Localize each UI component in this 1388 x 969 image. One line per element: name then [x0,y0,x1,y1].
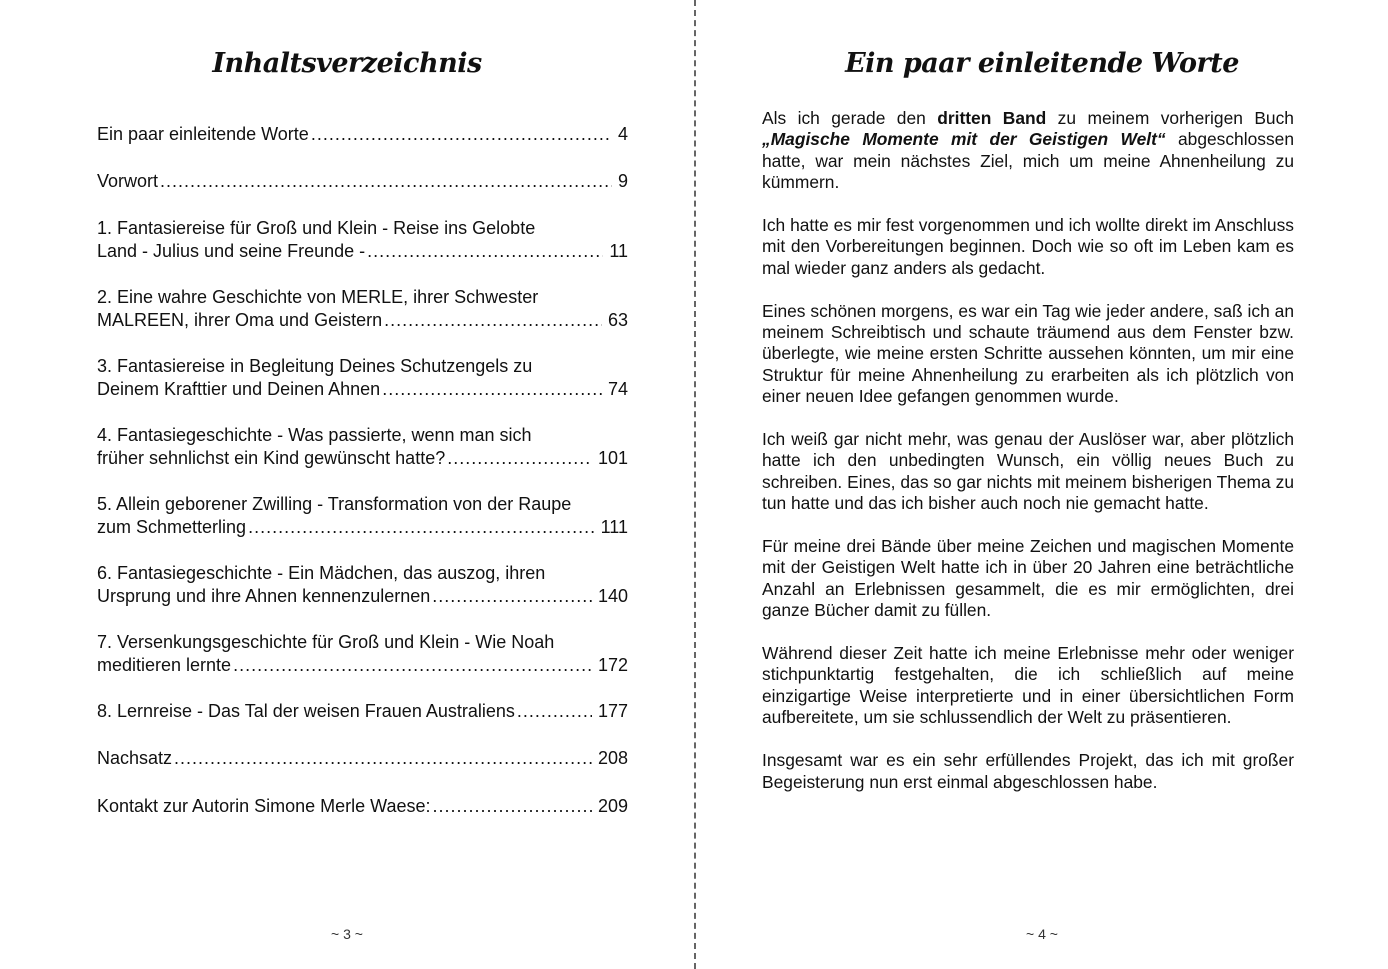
toc-entry-title: Ursprung und ihre Ahnen kennenzulernen [97,585,431,606]
toc-entry-title-line: 3. Fantasiereise in Begleitung Deines Schutzengels zu [97,356,533,376]
toc-entry-title-line: 7. Versenkungsgeschichte für Groß und Klein - Wie Noah [97,632,555,652]
toc-entry-title: 8. Lernreise - Das Tal der weisen Frauen Australiens [97,701,515,721]
toc-entry-title: Kontakt zur Autorin Simone Merle Waese: [97,796,431,816]
chapter-body [762,108,1294,814]
toc-entry-title-line: 6. Fantasiegeschichte - Ein Mädchen, das auszog, ihren [97,563,546,583]
toc-page-number: 111 [600,516,628,537]
toc-leader-dots [447,447,592,470]
toc-entry-title: Deinem Krafttier und Deinen Ahnen [97,378,381,399]
toc-page-number: 9 [617,171,628,191]
toc-entry[interactable] [97,424,628,469]
toc-entry-title-line: 1. Fantasiereise für Groß und Klein - Reise ins Gelobte [97,218,536,238]
paragraph: Während dieser Zeit hatte ich meine Erlebnisse mehr oder weniger stichpunktartig festgehalten, die ich schließlich auf meine einzigartige Weise interpretierte und in einer übersichtlichen Form aufbereitete, um sie schlussendlich der Welt zu präsentieren. [762,643,1294,728]
toc-entry-title-line: 4. Fantasiegeschichte - Was passierte, wenn man sich [97,425,532,445]
toc-entry-title: Ein paar einleitende Worte [97,124,309,144]
toc-entry-title-line: 5. Allein geborener Zwilling - Transformation von der Raupe [97,494,572,514]
toc-leader-dots [432,585,592,608]
toc-entry[interactable] [97,700,628,723]
toc-leader-dots [367,240,603,263]
toc-entry-title: meditieren lernte [97,654,232,675]
toc-entry[interactable] [97,217,628,262]
toc-entry-title: Vorwort [97,171,159,191]
toc-page-number: 11 [609,240,628,261]
bold-phrase: dritten Band [937,108,1047,128]
toc-page-number: 208 [597,748,628,768]
paragraph: Als ich gerade den dritten Band zu meinem vorherigen Buch „Magische Momente mit der Geistigen Welt“ abgeschlossen hatte, war mein nächstes Ziel, mich um meine Ahnenheilung zu kümmern. [762,108,1294,193]
toc-entry-title: MALREEN, ihrer Oma und Geistern [97,309,383,330]
toc-leader-dots [160,170,612,193]
toc-entry-title: zum Schmetterling [97,516,247,537]
toc-leader-dots [382,378,602,401]
toc-entry-title: Nachsatz [97,748,173,768]
toc-leader-dots [174,747,592,770]
page-number: ~ 3 ~ [331,926,363,942]
chapter-heading: Ein paar einleitende Worte [845,48,1239,79]
toc-heading: Inhaltsverzeichnis [212,48,482,79]
paragraph: Für meine drei Bände über meine Zeichen und magischen Momente mit der Geistigen Welt hatte ich in über 20 Jahren eine beträchtliche Anzahl an Erlebnissen gesammelt, die es mir ermöglichten, drei ganze Bücher damit zu füllen. [762,536,1294,621]
toc-leader-dots [432,795,591,818]
toc-entry[interactable] [97,170,628,193]
toc-page-number: 101 [597,447,628,468]
right-page [696,0,1388,969]
toc-entry[interactable] [97,355,628,400]
paragraph: Ich hatte es mir fest vorgenommen und ich wollte direkt im Anschluss mit den Vorbereitungen beginnen. Doch wie so oft im Leben kam es mal wieder ganz anders als gedacht. [762,215,1294,278]
toc-leader-dots [311,123,612,146]
toc-entry-title: früher sehnlichst ein Kind gewünscht hatte? [97,447,446,468]
paragraph: Ich weiß gar nicht mehr, was genau der Auslöser war, aber plötzlich hatte ich den unbedingten Wunsch, ein völlig neues Buch zu schreiben. Eines, das so gar nichts mit meinem bisherigen Thema zu tun hatte und das ich bisher auch noch nie gemacht hatte. [762,429,1294,514]
toc-entry[interactable] [97,795,628,818]
toc-entry[interactable] [97,123,628,146]
toc-leader-dots [517,700,592,723]
toc-page-number: 140 [597,585,628,606]
toc-entry[interactable] [97,631,628,676]
book-title: „Magische Momente mit der Geistigen Welt“ [762,129,1166,150]
paragraph: Eines schönen morgens, es war ein Tag wie jeder andere, saß ich an meinem Schreibtisch und schaute träumend aus dem Fenster bzw. überlegte, wie meine ersten Schritte aussehen könnten, um mir eine Struktur für meine Ahnenheilung zu erarbeiten als ich plötzlich von einer neuen Idee gefangen genommen wurde. [762,300,1294,407]
toc-leader-dots [248,516,595,539]
page-number: ~ 4 ~ [1026,926,1058,942]
toc-entry[interactable] [97,493,628,538]
toc-entry-title: Land - Julius und seine Freunde - [97,240,366,261]
toc-page-number: 177 [597,701,628,721]
toc-leader-dots [233,654,592,677]
toc-page-number: 209 [597,796,628,816]
toc-entry[interactable] [97,747,628,770]
toc-leader-dots [384,309,602,332]
toc-page-number: 63 [607,309,628,330]
toc-entry[interactable] [97,562,628,607]
toc-entry-title-line: 2. Eine wahre Geschichte von MERLE, ihrer Schwester [97,287,539,307]
paragraph: Insgesamt war es ein sehr erfüllendes Projekt, das ich mit großer Begeisterung nun erst einmal abgeschlossen habe. [762,750,1294,792]
toc-page-number: 4 [617,124,628,144]
toc-entry[interactable] [97,286,628,331]
toc-page-number: 74 [607,378,628,399]
toc-page-number: 172 [597,654,628,675]
